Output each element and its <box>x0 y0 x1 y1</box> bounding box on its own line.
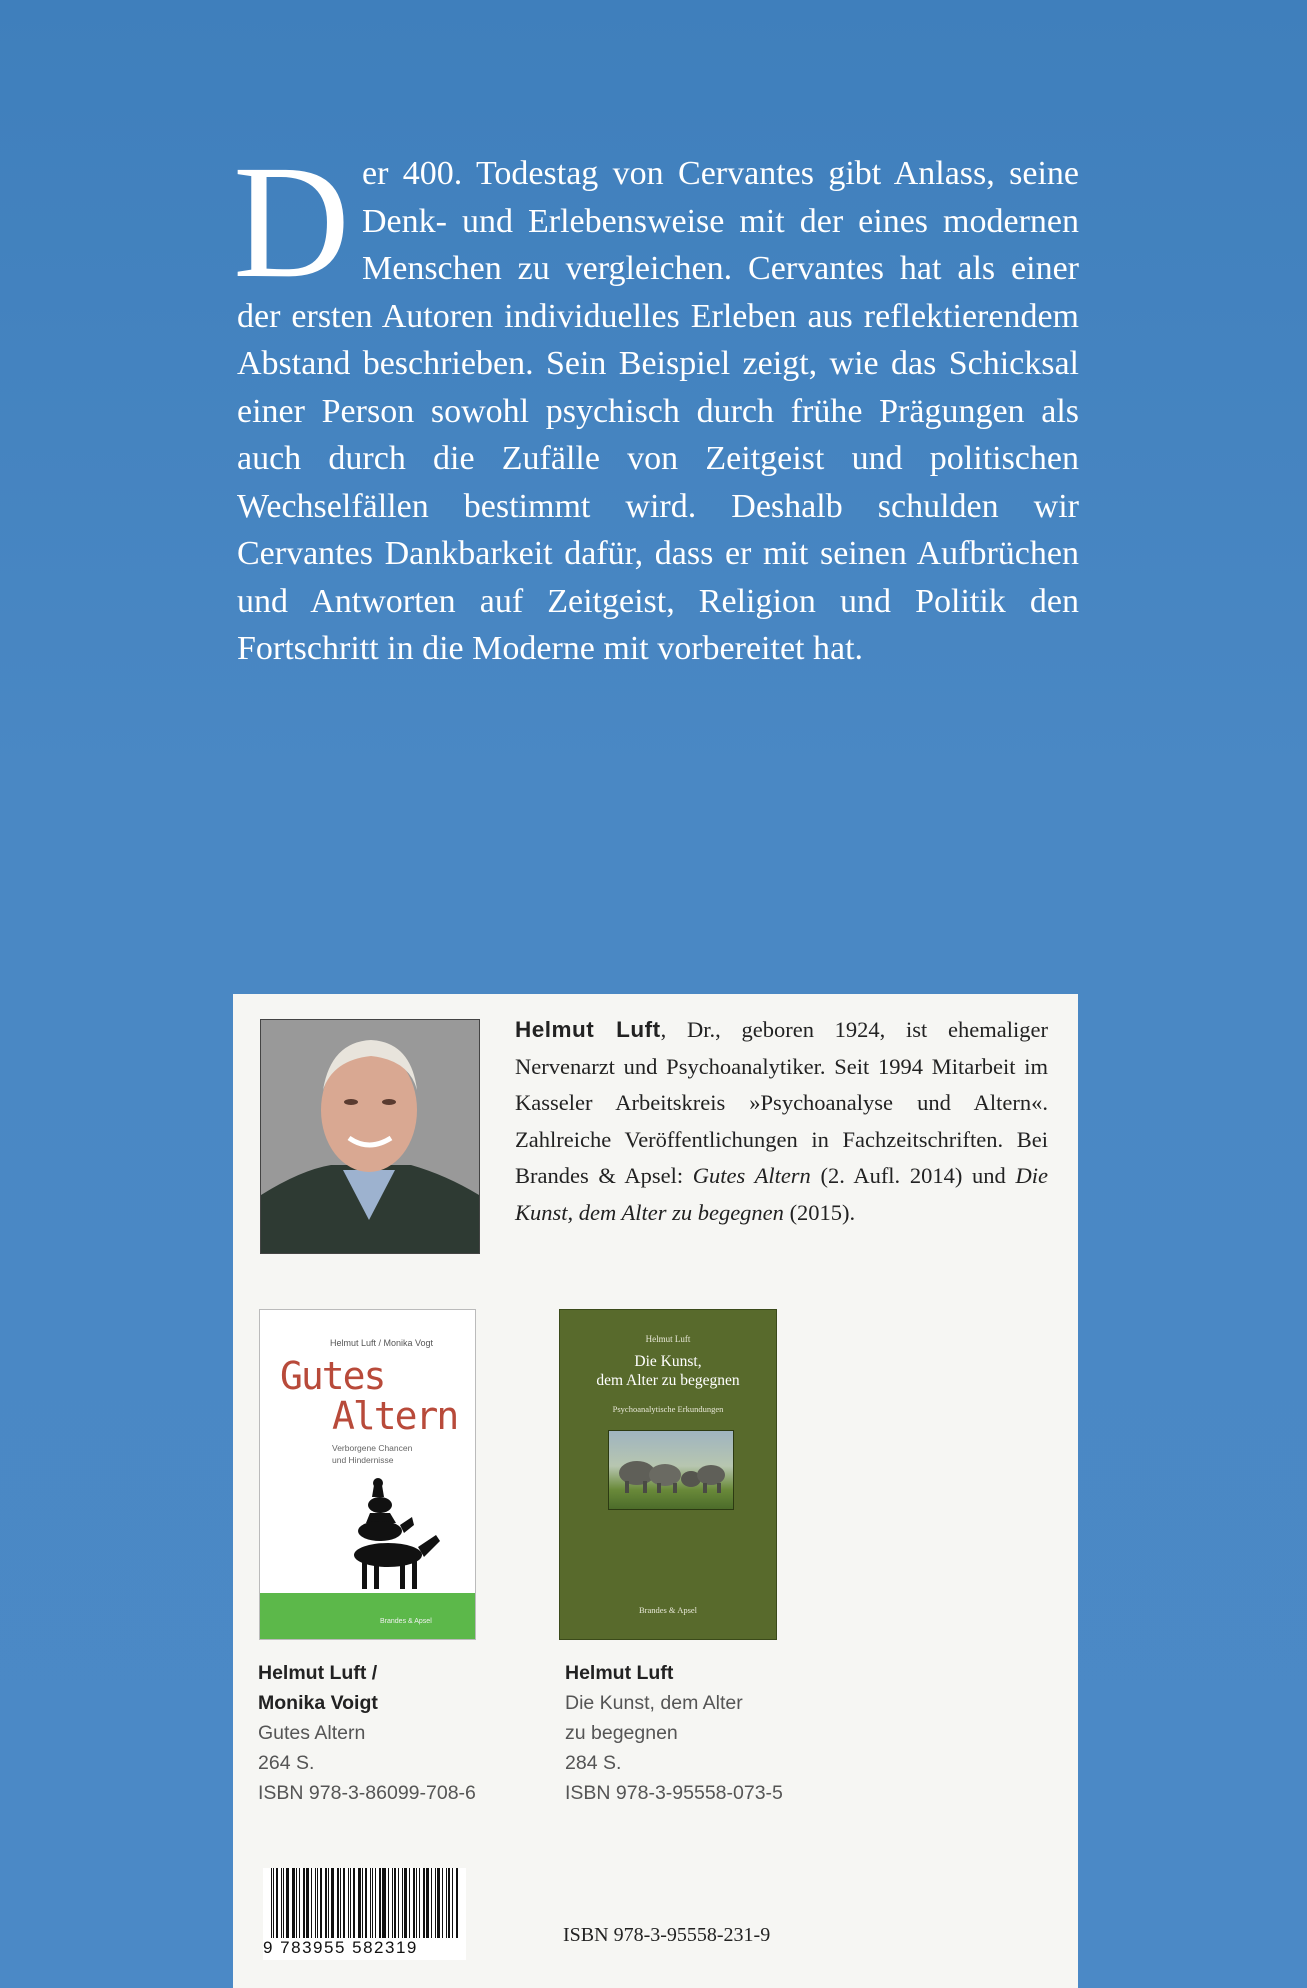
barcode-bar <box>362 1868 363 1938</box>
barcode-bar <box>283 1868 284 1938</box>
barcode-bar <box>426 1868 428 1938</box>
barcode-bar <box>398 1868 399 1938</box>
info-panel <box>233 994 1078 1988</box>
barcode-bar <box>343 1868 345 1938</box>
barcode-bar <box>315 1868 316 1938</box>
author-photo <box>260 1019 480 1254</box>
portrait-image <box>261 1020 479 1253</box>
book-cover-gutes-altern <box>259 1309 476 1640</box>
cover-green-band <box>260 1593 475 1639</box>
barcode-bar <box>375 1868 376 1938</box>
author-name: Helmut Luft <box>515 1017 661 1042</box>
barcode-bar <box>358 1868 361 1938</box>
cover-title-line-2: Altern <box>332 1394 458 1438</box>
barcode-bar <box>431 1868 432 1938</box>
blurb-text: er 400. Todestag von Cervantes gibt Anlass, seine Denk- und Erlebensweise mit der eines modernen Menschen zu vergleichen. Cervantes hat als einer der ersten Autoren individuelles Erleben aus reflektierendem Abstand beschrieben. Sein Beispiel zeigt, wie das Schicksal einer Person sowohl psychisch durch frühe Prägungen als auch durch die Zufälle von Zeitgeist und politischen Wechselfällen bestimmt wird. Deshalb schulden wir Cervantes Dankbarkeit dafür, dass er mit seinen Aufbrüchen und Antworten auf Zeitgeist, Religion und Politik den Fortschritt in die Moderne mit vorbereitet hat. <box>237 155 1079 667</box>
isbn-number: ISBN 978-3-95558-231-9 <box>563 1924 771 1946</box>
barcode-bar <box>370 1868 371 1938</box>
barcode-bar <box>435 1868 436 1938</box>
barcode-bar <box>353 1868 355 1938</box>
barcode-bar <box>456 1868 458 1938</box>
book1-caption-pages: 264 S. <box>258 1752 315 1774</box>
bio-book-title-1: Gutes Altern <box>692 1163 811 1188</box>
barcode-bar <box>404 1868 407 1938</box>
cover-subtitle <box>332 1442 412 1466</box>
barcode-bar <box>452 1868 453 1938</box>
barcode-bar <box>273 1868 274 1938</box>
barcode-bar <box>413 1868 415 1938</box>
cover-subtitle-line-2: und Hindernisse <box>332 1455 394 1465</box>
barcode-bar <box>348 1868 349 1938</box>
cover-publisher: Brandes & Apsel <box>380 1618 432 1625</box>
bremen-musicians-icon <box>340 1475 450 1595</box>
book1-caption-author-2: Monika Voigt <box>258 1692 378 1714</box>
barcode-digits: 9 783955 582319 <box>263 1938 418 1957</box>
back-cover-blurb <box>233 133 1079 673</box>
barcode-bar <box>331 1868 334 1938</box>
barcode-bar <box>299 1868 300 1938</box>
barcode-bar <box>303 1868 305 1938</box>
cover-authors: Helmut Luft / Monika Vogt <box>330 1338 434 1348</box>
barcode-bar <box>337 1868 338 1938</box>
book1-caption-title: Gutes Altern <box>258 1722 366 1744</box>
drop-cap: D <box>233 133 350 312</box>
barcode-bar <box>423 1868 425 1938</box>
barcode-bar <box>325 1868 327 1938</box>
barcode-bar <box>281 1868 282 1938</box>
barcode-bar <box>328 1868 329 1938</box>
cover-author: Helmut Luft <box>645 1334 691 1344</box>
elephants-icon <box>609 1431 733 1509</box>
bio-text-2: (2. Aufl. 2014) und <box>810 1163 1016 1188</box>
barcode-bar <box>296 1868 297 1938</box>
cover-title-line-1: Gutes <box>280 1354 385 1398</box>
cover-title <box>560 1352 776 1390</box>
barcode-bar <box>350 1868 351 1938</box>
barcode-bars <box>271 1868 459 1938</box>
bio-book-title-2: Die Kunst, dem Alter zu begegnen <box>515 1163 1048 1225</box>
barcode-bar <box>394 1868 396 1938</box>
barcode-bar <box>292 1868 294 1938</box>
barcode-bar <box>286 1868 289 1938</box>
book2-caption-title-1: Die Kunst, dem Alter <box>565 1692 743 1714</box>
barcode-bar <box>442 1868 443 1938</box>
barcode-bar <box>416 1868 417 1938</box>
elephants-photo <box>608 1430 734 1510</box>
book2-caption-title-2: zu begegnen <box>565 1722 678 1744</box>
author-bio <box>515 1012 1048 1231</box>
barcode-bar <box>388 1868 389 1938</box>
barcode-bar <box>409 1868 410 1938</box>
book-cover-die-kunst <box>559 1309 777 1640</box>
book2-caption <box>565 1658 783 1808</box>
cover-publisher: Brandes & Apsel <box>638 1605 698 1615</box>
bio-text-3: (2015). <box>783 1199 856 1225</box>
book2-caption-author: Helmut Luft <box>565 1662 674 1684</box>
cover-title-line-2: dem Alter zu begegnen <box>596 1372 740 1389</box>
cover-title-line-1: Die Kunst, <box>634 1353 702 1370</box>
barcode-bar <box>365 1868 367 1938</box>
bio-text-1: , Dr., geboren 1924, ist ehemaliger Nervenarzt und Psychoanalytiker. Seit 1994 Mitarbeit im Kasseler Arbeitskreis »Psychoanalyse und Altern«. Zahlreiche Veröffentlichungen in Fachzeitschriften. Bei Brandes & Apsel: <box>515 1017 1049 1188</box>
barcode-bar <box>317 1868 318 1938</box>
cover-subtitle-line-1: Verborgene Chancen <box>332 1443 413 1453</box>
cover-subtitle: Psychoanalytische Erkundungen <box>612 1404 724 1414</box>
barcode-bar <box>382 1868 385 1938</box>
barcode <box>263 1868 466 1960</box>
barcode-bar <box>276 1868 278 1938</box>
barcode-bar <box>306 1868 309 1938</box>
barcode-bar <box>311 1868 312 1938</box>
barcode-bar <box>392 1868 393 1938</box>
book2-caption-isbn: ISBN 978-3-95558-073-5 <box>565 1782 783 1804</box>
barcode-bar <box>402 1868 403 1938</box>
barcode-bar <box>379 1868 381 1938</box>
barcode-bar <box>271 1868 272 1938</box>
barcode-bar <box>446 1868 447 1938</box>
book1-caption-author-1: Helmut Luft / <box>258 1662 378 1684</box>
barcode-bar <box>419 1868 420 1938</box>
barcode-bar <box>448 1868 450 1938</box>
book2-caption-pages: 284 S. <box>565 1752 622 1774</box>
book1-caption-isbn: ISBN 978-3-86099-708-6 <box>258 1782 476 1804</box>
barcode-bar <box>437 1868 440 1938</box>
barcode-bar <box>340 1868 341 1938</box>
barcode-bar <box>372 1868 373 1938</box>
book1-caption <box>258 1658 476 1808</box>
barcode-bar <box>320 1868 322 1938</box>
